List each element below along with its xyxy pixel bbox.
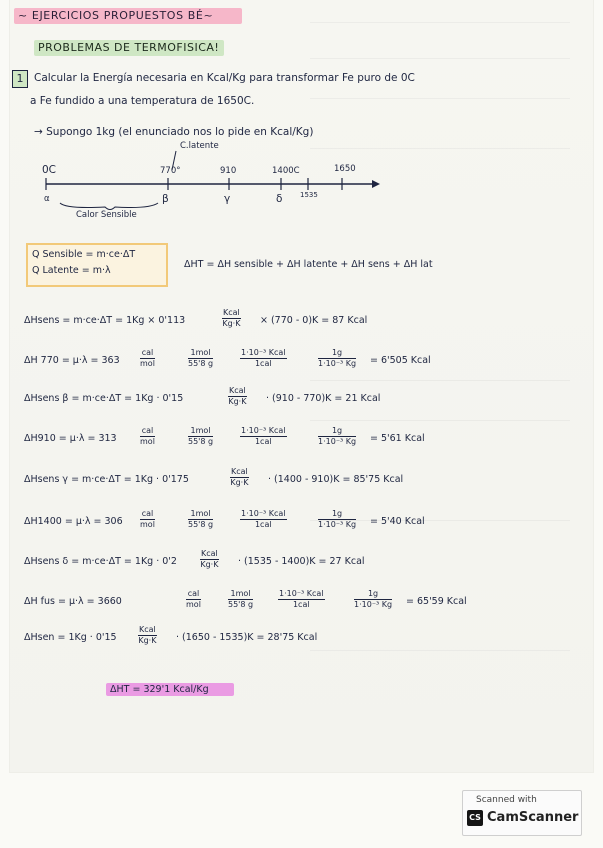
calc-line-4: ΔHsens γ = m·ce·ΔT = 1Kg · 0'175 — [24, 474, 189, 485]
sensible-heat-label: Calor Sensible — [76, 210, 137, 220]
formula-total: ΔHT = ΔH sensible + ΔH latente + ΔH sens + ΔH lat — [184, 259, 433, 270]
fraction: $\frac{1g}{\text{1·10⁻³ Kg}}$ — [318, 426, 357, 446]
fraction: 1mol 55'8 g — [188, 348, 214, 368]
scanner-caption: Scanned with — [476, 795, 537, 805]
calc-result-7: = 65'59 Kcal — [406, 596, 467, 607]
page-title: ~ EJERCICIOS PROPUESTOS BÉ~ — [18, 9, 214, 22]
phase-diagram — [0, 0, 603, 240]
fraction: Kcal Kg·K — [228, 386, 247, 406]
calc-result-2: · (910 - 770)K = 21 Kcal — [266, 393, 381, 404]
temp-label-1400: 1400C — [272, 166, 300, 176]
latent-label: C.latente — [180, 141, 219, 151]
fraction: $\frac{1g}{\text{1·10⁻³ Kg}}$ — [318, 348, 357, 368]
phase-delta: δ — [276, 193, 283, 205]
final-result: ΔHT = 329'1 Kcal/Kg — [110, 684, 209, 695]
calc-line-8: ΔHsen = 1Kg · 0'15 — [24, 632, 117, 643]
fraction: 1mol 55'8 g — [188, 426, 214, 446]
fraction: cal mol — [140, 426, 155, 446]
fraction: $\frac{1g}{\text{1·10⁻³ Kg}}$ — [318, 509, 357, 529]
fraction: cal mol — [186, 589, 201, 609]
fraction: 1·10⁻³ Kcal 1cal — [279, 589, 324, 609]
problem-statement-line2: a Fe fundido a una temperatura de 1650C. — [30, 95, 255, 107]
temp-label-0: 0C — [42, 164, 57, 176]
calc-line-5: ΔH1400 = μ·λ = 306 — [24, 516, 123, 527]
fraction: Kcal Kg·K — [200, 549, 219, 569]
calc-line-2: ΔHsens β = m·ce·ΔT = 1Kg · 0'15 — [24, 393, 184, 404]
calc-result-4: · (1400 - 910)K = 85'75 Kcal — [268, 474, 404, 485]
fraction: 1·10⁻³ Kcal 1cal — [241, 348, 286, 368]
scanner-brand: CamScanner — [487, 810, 579, 825]
page-subtitle: PROBLEMAS DE TERMOFISICA! — [38, 41, 220, 54]
calc-line-1: ΔH 770 = μ·λ = 363 — [24, 355, 120, 366]
calc-result-1: = 6'505 Kcal — [370, 355, 431, 366]
phase-alpha: α — [44, 194, 50, 204]
axis-arrow — [372, 180, 380, 188]
phase-beta: β — [162, 193, 169, 205]
problem-statement-line1: Calcular la Energía necesaria en Kcal/Kg para transformar Fe puro de 0C — [34, 72, 415, 84]
calc-line-6: ΔHsens δ = m·ce·ΔT = 1Kg · 0'2 — [24, 556, 177, 567]
phase-gamma: γ — [224, 193, 231, 205]
calc-line-0: ΔHsens = m·ce·ΔT = 1Kg × 0'113 — [24, 315, 186, 326]
calc-line-7: ΔH fus = μ·λ = 3660 — [24, 596, 122, 607]
fraction: Kcal Kg·K — [222, 308, 241, 328]
fraction: 1mol 55'8 g — [188, 509, 214, 529]
fraction: 1·10⁻³ Kcal 1cal — [241, 426, 286, 446]
temp-label-910: 910 — [220, 166, 237, 176]
temp-label-1650: 1650 — [334, 164, 356, 174]
fraction: cal mol — [140, 348, 155, 368]
calc-result-5: = 5'40 Kcal — [370, 516, 425, 527]
fraction: 1·10⁻³ Kcal 1cal — [241, 509, 286, 529]
fraction: Kcal Kg·K — [230, 467, 249, 487]
temp-label-1535: 1535 — [300, 191, 318, 199]
calc-result-0: × (770 - 0)K = 87 Kcal — [260, 315, 368, 326]
temp-label-770: 770° — [160, 166, 181, 176]
assumption-note: → Supongo 1kg (el enunciado nos lo pide en Kcal/Kg) — [34, 126, 314, 138]
problem-number: 1 — [12, 70, 28, 88]
calc-line-3: ΔH910 = μ·λ = 313 — [24, 433, 117, 444]
sensible-brace — [60, 203, 158, 210]
calc-result-8: · (1650 - 1535)K = 28'75 Kcal — [176, 632, 318, 643]
calc-result-3: = 5'61 Kcal — [370, 433, 425, 444]
fraction: Kcal Kg·K — [138, 625, 157, 645]
calc-result-6: · (1535 - 1400)K = 27 Kcal — [238, 556, 365, 567]
formula-latent: Q Latente = m·λ — [32, 265, 111, 276]
camscanner-logo-icon: CS — [467, 810, 483, 826]
formula-sensible: Q Sensible = m·ce·ΔT — [32, 249, 136, 260]
fraction: cal mol — [140, 509, 155, 529]
fraction: $\frac{1g}{\text{1·10⁻³ Kg}}$ — [354, 589, 393, 609]
fraction: 1mol 55'8 g — [228, 589, 254, 609]
